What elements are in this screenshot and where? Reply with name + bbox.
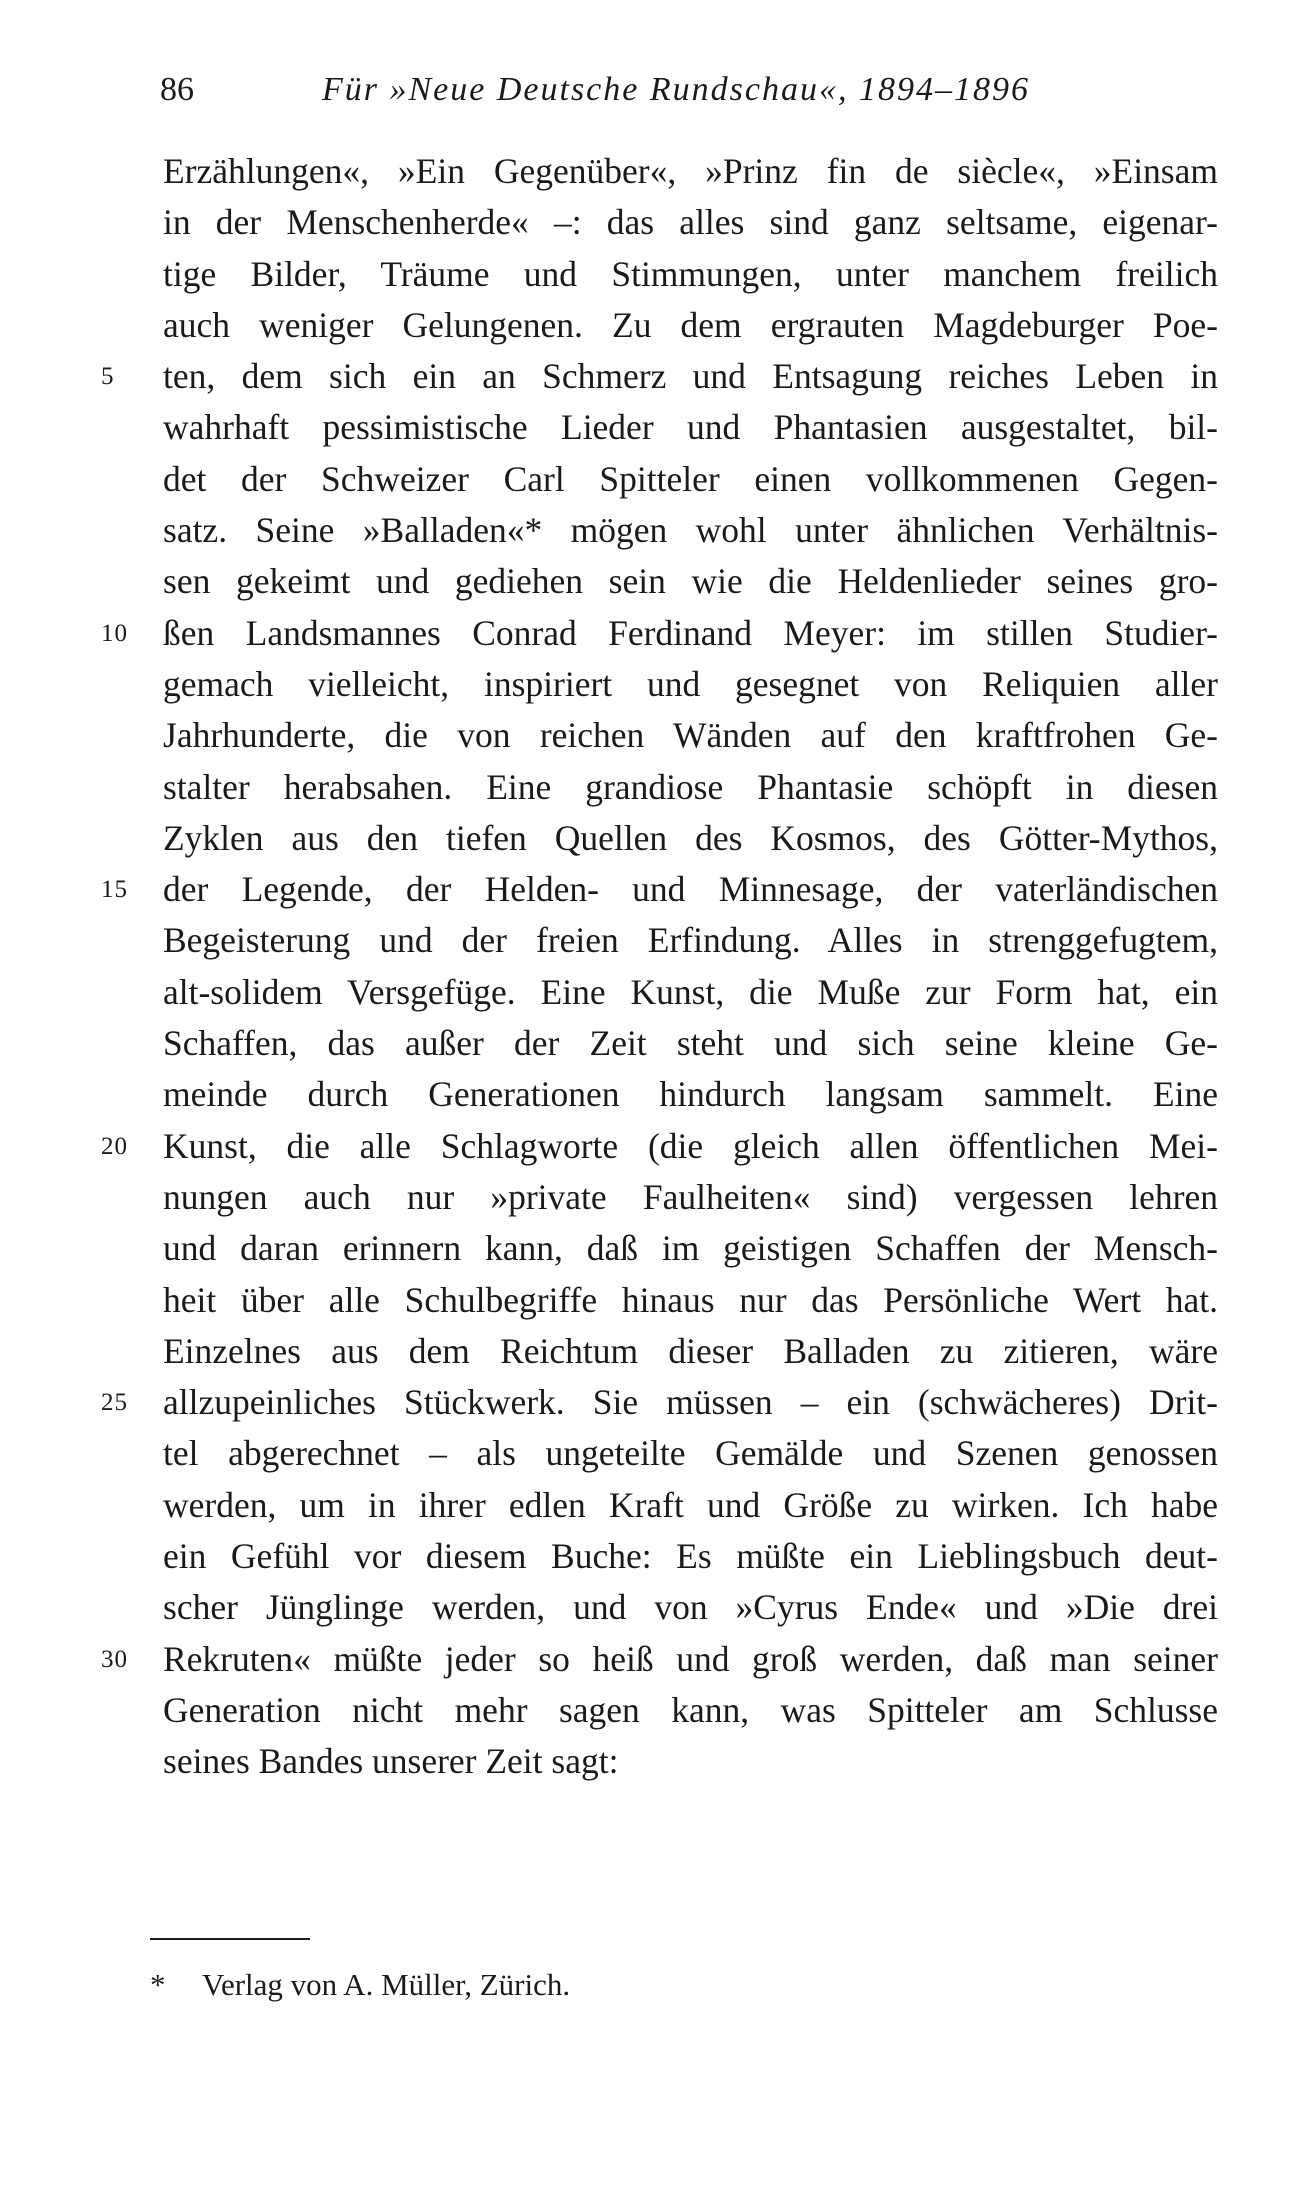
text-line xyxy=(163,1428,1218,1479)
text-line xyxy=(101,351,1218,402)
text-line xyxy=(163,1685,1218,1736)
text-line xyxy=(163,659,1218,710)
line-text: ten, dem sich ein an Schmerz und Entsagung reiches Leben in xyxy=(163,356,1218,397)
line-text: Generation nicht mehr sagen kann, was Spitteler am Schlusse xyxy=(163,1689,1218,1730)
text-line xyxy=(163,454,1218,505)
text-line xyxy=(163,915,1218,966)
text-line xyxy=(163,1069,1218,1120)
line-text: tel abgerechnet – als ungeteilte Gemälde und Szenen genossen xyxy=(163,1433,1218,1474)
text-line xyxy=(101,1121,1218,1172)
line-text: alt-solidem Versgefüge. Eine Kunst, die Muße zur Form hat, ein xyxy=(163,971,1218,1012)
line-text: allzupeinliches Stückwerk. Sie müssen – ein (schwächeres) Drit- xyxy=(163,1382,1218,1423)
text-line xyxy=(163,505,1218,556)
line-number: 30 xyxy=(101,1645,128,1673)
line-text: Erzählungen«, »Ein Gegenüber«, »Prinz fin de siècle«, »Einsam xyxy=(163,151,1218,191)
line-text: Zyklen aus den tiefen Quellen des Kosmos, des Götter-Mythos, xyxy=(163,817,1218,858)
line-text: det der Schweizer Carl Spitteler einen vollkommenen Gegen- xyxy=(163,458,1218,499)
line-text: scher Jünglinge werden, und von »Cyrus Ende« und »Die drei xyxy=(163,1587,1218,1628)
page-number: 86 xyxy=(160,71,194,108)
text-line xyxy=(163,1531,1218,1582)
line-text: werden, um in ihrer edlen Kraft und Größe zu wirken. Ich habe xyxy=(163,1484,1218,1525)
line-text: seines Bandes unserer Zeit sagt: xyxy=(163,1741,619,1782)
text-line xyxy=(163,1172,1218,1223)
text-line xyxy=(163,300,1218,351)
line-text: nungen auch nur »private Faulheiten« sind) vergessen lehren xyxy=(163,1176,1218,1217)
text-line xyxy=(163,1736,1218,1787)
text-line xyxy=(163,762,1218,813)
text-line xyxy=(163,197,1218,248)
line-text: in der Menschenherde« –: das alles sind ganz seltsame, eigenar- xyxy=(163,202,1218,243)
line-text: stalter herabsahen. Eine grandiose Phantasie schöpft in diesen xyxy=(163,766,1218,807)
line-number: 5 xyxy=(101,363,115,391)
line-text: Begeisterung und der freien Erfindung. Alles in strenggefugtem, xyxy=(163,920,1218,961)
text-line xyxy=(163,1018,1218,1069)
text-line xyxy=(163,556,1218,607)
line-text: ein Gefühl vor diesem Buche: Es müßte ein Lieblingsbuch deut- xyxy=(163,1536,1218,1577)
text-line xyxy=(163,1275,1218,1326)
line-text: Einzelnes aus dem Reichtum dieser Balladen zu zitieren, wäre xyxy=(163,1330,1218,1371)
footnote xyxy=(150,1962,570,2008)
running-head: Für »Neue Deutsche Rundschau«, 1894–1896 xyxy=(322,71,1030,108)
footnote-text: Verlag von A. Müller, Zürich. xyxy=(202,1967,571,2002)
line-text: meinde durch Generationen hindurch langsam sammelt. Eine xyxy=(163,1074,1218,1115)
line-text: Rekruten« müßte jeder so heiß und groß werden, daß man seiner xyxy=(163,1638,1218,1679)
line-text: Schaffen, das außer der Zeit steht und sich seine kleine Ge- xyxy=(163,1023,1218,1064)
line-text: Kunst, die alle Schlagworte (die gleich allen öffentlichen Mei- xyxy=(163,1125,1218,1166)
text-line xyxy=(163,1480,1218,1531)
text-line xyxy=(163,710,1218,761)
line-text: der Legende, der Helden- und Minnesage, der vaterländischen xyxy=(163,869,1218,910)
text-line xyxy=(101,864,1218,915)
footnote-divider xyxy=(150,1938,310,1940)
text-line xyxy=(101,1377,1218,1428)
line-text: gemach vielleicht, inspiriert und gesegnet von Reliquien aller xyxy=(163,663,1218,704)
text-line xyxy=(163,402,1218,453)
line-text: tige Bilder, Träume und Stimmungen, unter manchem freilich xyxy=(163,253,1218,294)
body-text xyxy=(101,146,1218,1788)
line-number: 15 xyxy=(101,876,128,904)
line-text: Jahrhunderte, die von reichen Wänden auf den kraftfrohen Ge- xyxy=(163,715,1218,756)
text-line xyxy=(163,1326,1218,1377)
line-text: auch weniger Gelungenen. Zu dem ergrauten Magdeburger Poe- xyxy=(163,304,1218,345)
line-text: satz. Seine »Balladen«* mögen wohl unter ähnlichen Verhältnis- xyxy=(163,510,1218,551)
line-text: ßen Landsmannes Conrad Ferdinand Meyer: im stillen Studier- xyxy=(163,612,1218,653)
text-line xyxy=(163,1582,1218,1633)
text-line xyxy=(163,813,1218,864)
footnote-mark: * xyxy=(150,1967,166,2002)
page-header xyxy=(160,60,1160,120)
text-line xyxy=(101,1634,1218,1685)
text-line xyxy=(163,249,1218,300)
text-line xyxy=(163,1223,1218,1274)
line-number: 25 xyxy=(101,1389,128,1417)
text-line xyxy=(163,146,1218,197)
line-text: und daran erinnern kann, daß im geistigen Schaffen der Mensch- xyxy=(163,1228,1218,1269)
line-text: sen gekeimt und gediehen sein wie die Heldenlieder seines gro- xyxy=(163,561,1218,602)
line-text: wahrhaft pessimistische Lieder und Phantasien ausgestaltet, bil- xyxy=(163,407,1218,448)
text-line xyxy=(101,608,1218,659)
text-line xyxy=(163,967,1218,1018)
line-number: 10 xyxy=(101,619,128,647)
line-text: heit über alle Schulbegriffe hinaus nur das Persönliche Wert hat. xyxy=(163,1279,1218,1320)
line-number: 20 xyxy=(101,1132,128,1160)
